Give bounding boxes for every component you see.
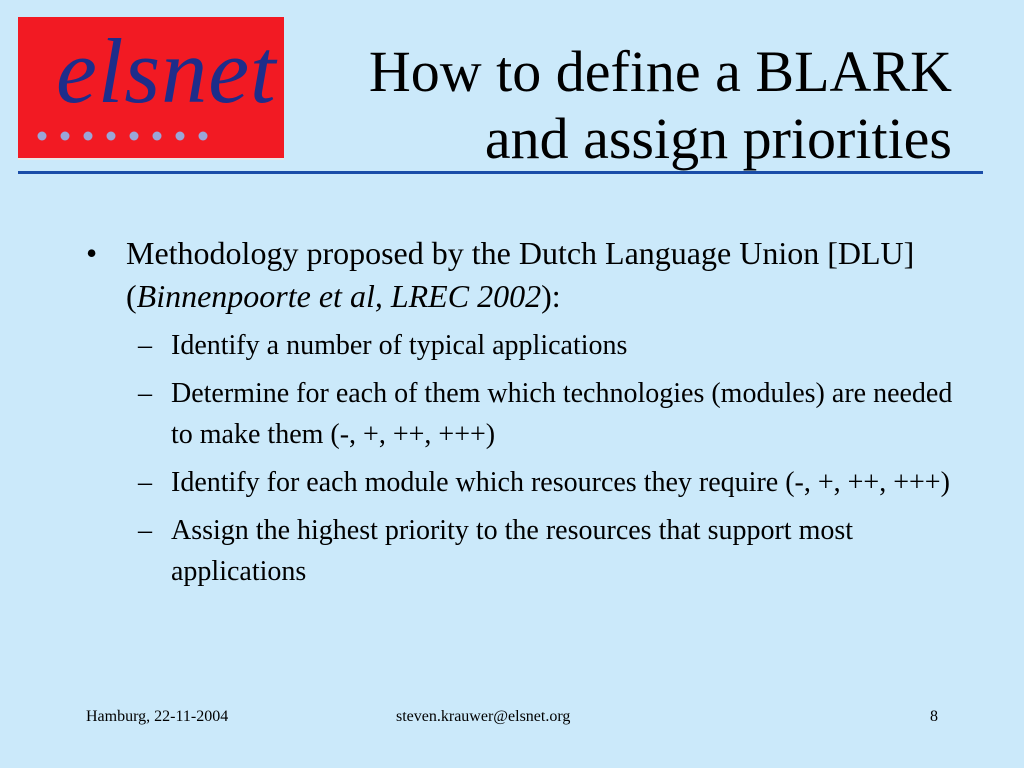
slide-body bbox=[86, 232, 966, 599]
bullet-marker: • bbox=[86, 235, 98, 271]
footer-location-date: Hamburg, 22-11-2004 bbox=[86, 708, 229, 725]
sub-bullet-marker: – bbox=[138, 378, 152, 409]
sub-bullet-text: Identify a number of typical applications bbox=[171, 330, 628, 361]
main-bullet bbox=[86, 232, 966, 318]
sub-bullet-marker: – bbox=[138, 515, 152, 546]
sub-bullet-list bbox=[86, 325, 966, 592]
bullet-citation: Binnenpoorte et al, LREC 2002 bbox=[136, 278, 542, 314]
bullet-text-before: Methodology proposed by the Dutch Language Union [DLU] ( bbox=[126, 235, 915, 314]
elsnet-logo bbox=[18, 17, 284, 160]
sub-bullet bbox=[86, 462, 966, 503]
sub-bullet bbox=[86, 510, 966, 592]
sub-bullet-text: Determine for each of them which technologies (modules) are needed to make them (-, +, ++, +++) bbox=[171, 378, 953, 450]
logo-dots bbox=[36, 130, 216, 142]
sub-bullet-marker: – bbox=[138, 330, 152, 361]
sub-bullet-text: Assign the highest priority to the resources that support most applications bbox=[171, 515, 854, 587]
sub-bullet bbox=[86, 373, 966, 455]
logo-text: elsnet bbox=[56, 20, 277, 122]
title-line-1: How to define a BLARK bbox=[368, 39, 952, 104]
title-line-2: and assign priorities bbox=[484, 106, 952, 171]
footer-page-number: 8 bbox=[930, 708, 938, 725]
title-divider bbox=[18, 171, 983, 174]
slide-title bbox=[312, 38, 952, 172]
footer-email: steven.krauwer@elsnet.org bbox=[396, 708, 571, 725]
bullet-text-after: ): bbox=[541, 278, 561, 314]
sub-bullet-text: Identify for each module which resources they require (-, +, ++, +++) bbox=[171, 467, 950, 498]
sub-bullet bbox=[86, 325, 966, 366]
sub-bullet-marker: – bbox=[138, 467, 152, 498]
